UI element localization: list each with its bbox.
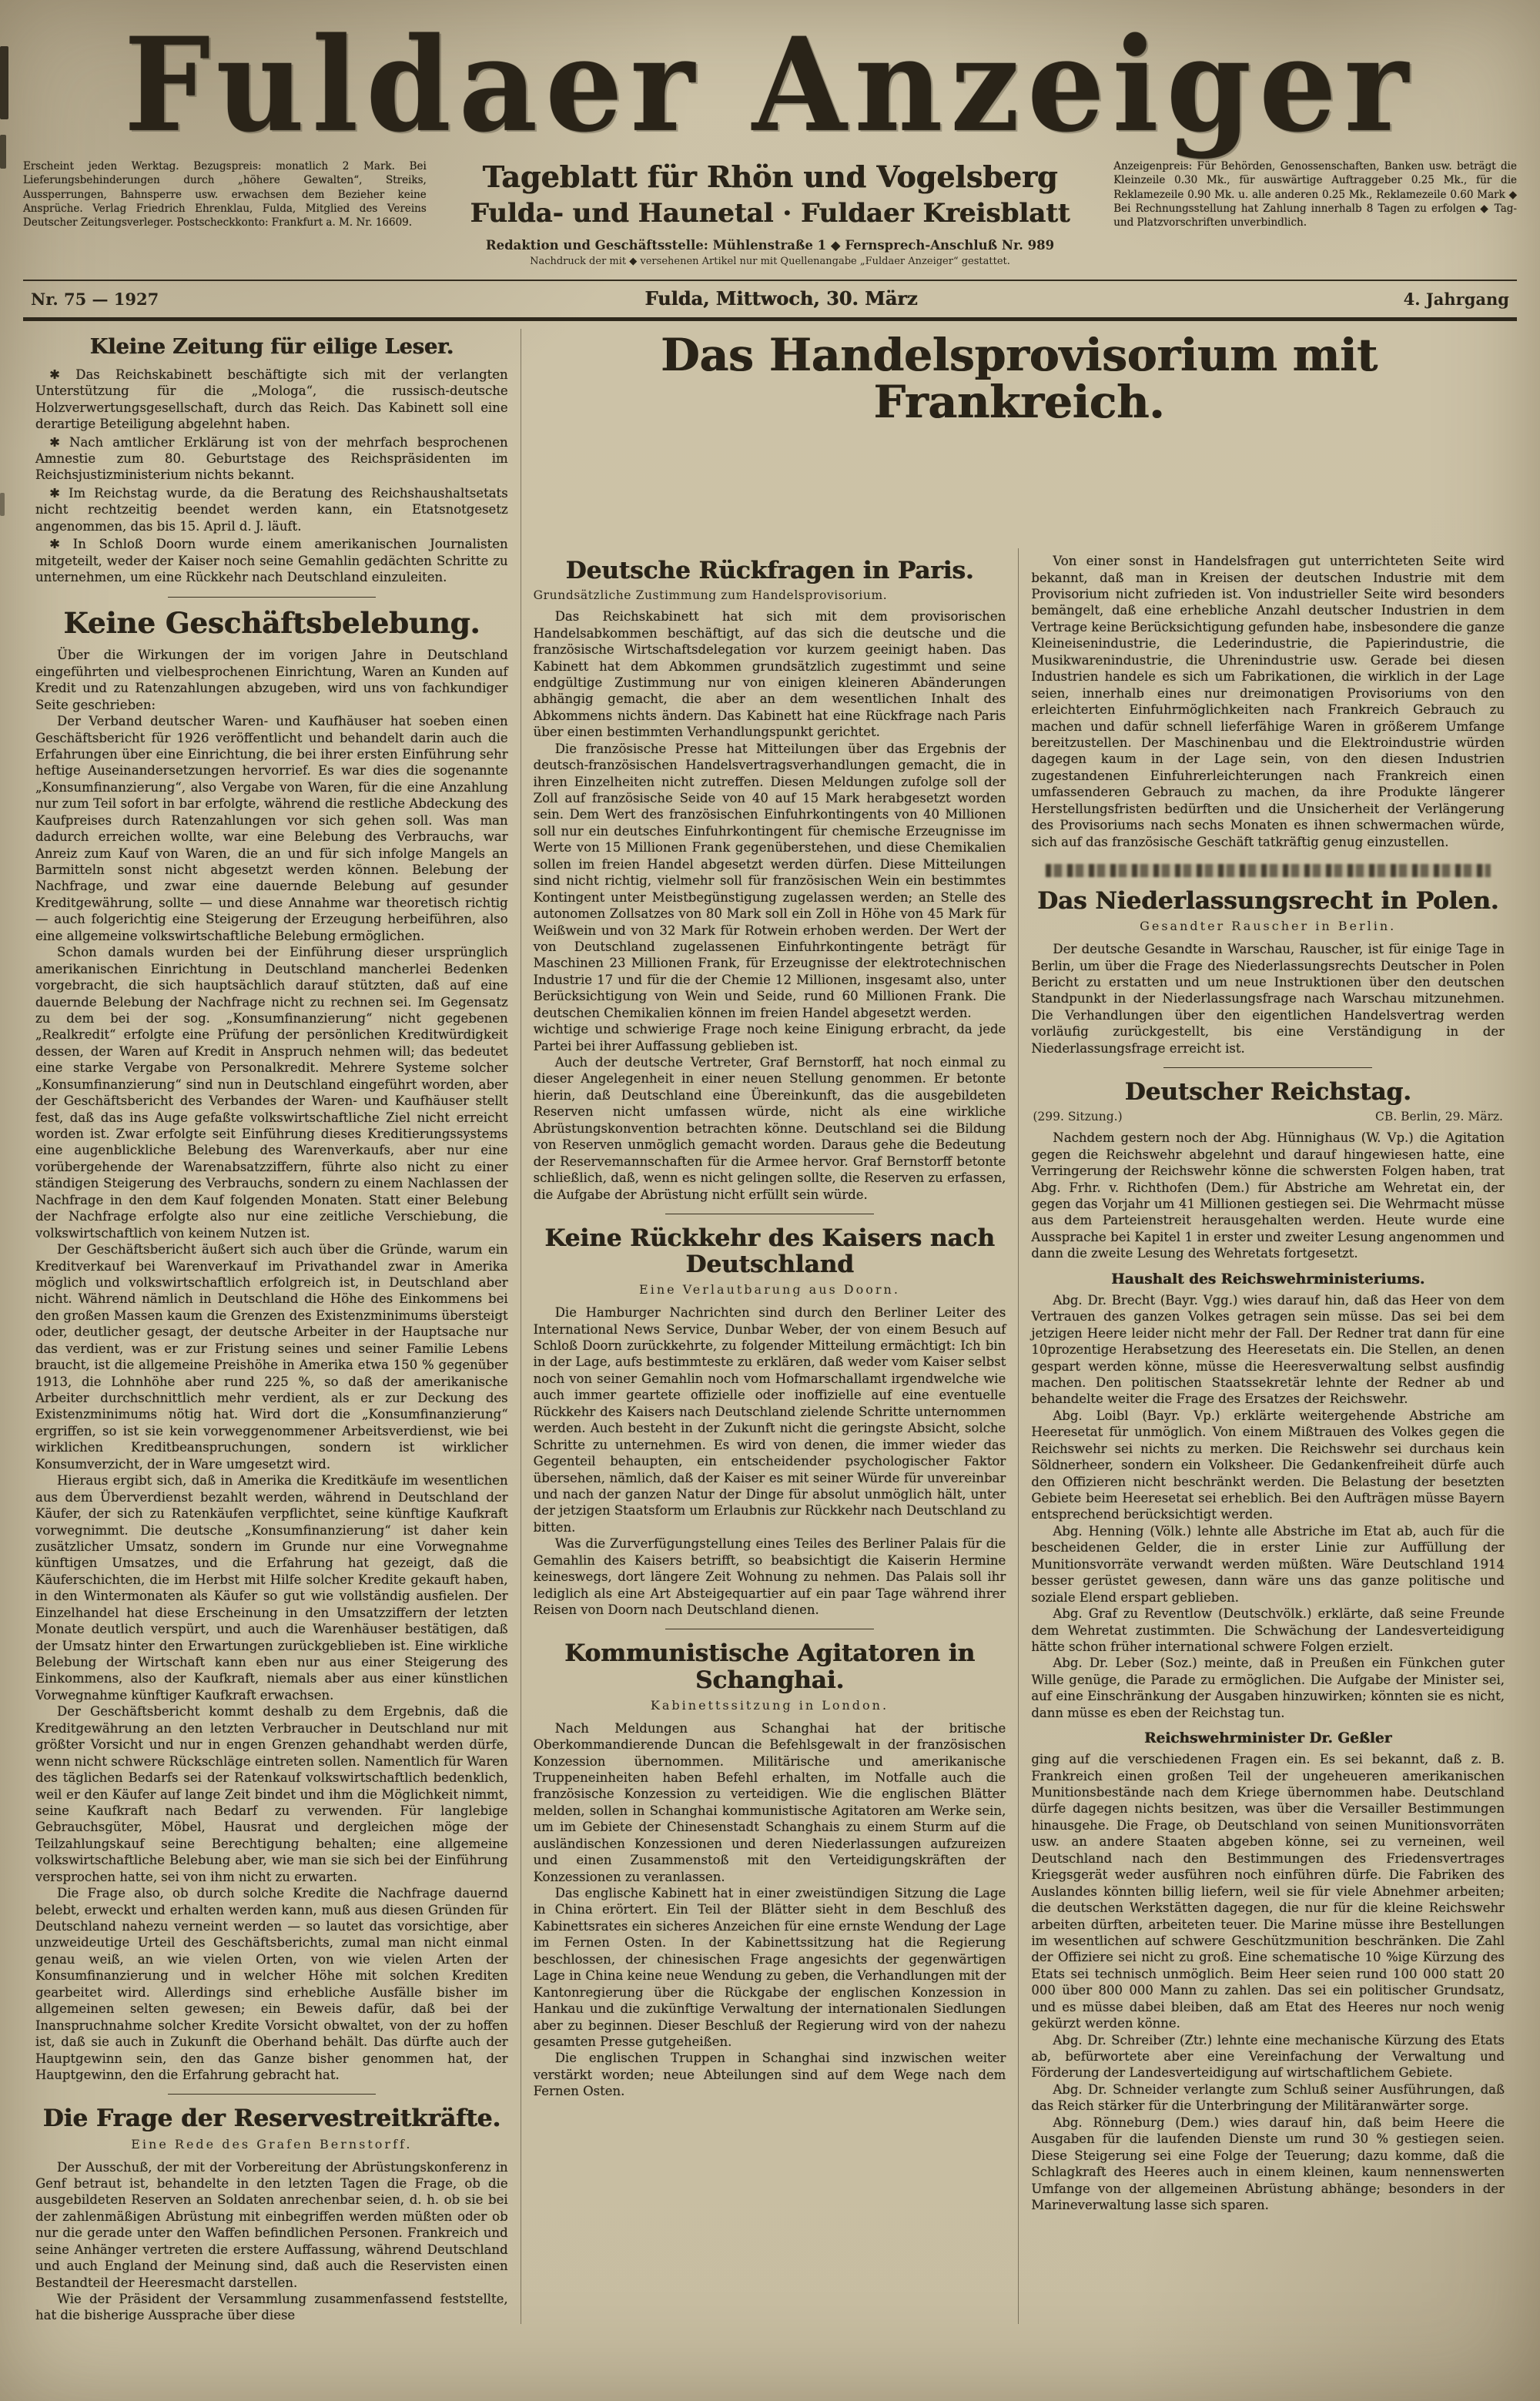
article-paragraph: Nach Meldungen aus Schanghai hat der britische Oberkommandierende Duncan die Befehlsgewalt in der französischen Konzession übernommen. Militärische und amerikanische Truppeneinheiten haben Befehl erhalten, im Notfalle auch die französische Konzession zu verteidigen. Wie die englischen Blätter melden, sollen in Schanghai kommunistische Agitatoren am Werke sein, um im Gebiete der Chinesenstadt Schanghais zu einem Sturm auf die ausländischen Konzessionen und deren Niederlassungen aufzureizen und einen Zusammenstoß mit den Verteidigungskräften der Konzessionen zu veranlassen. [533, 1720, 1006, 1884]
newspaper-title: Fuldaer Anzeiger [124, 10, 1416, 162]
article-paragraph: Wie der Präsident der Versammlung zusammenfassend feststellte, hat die bisherige Aussprache über diese [35, 2292, 508, 2323]
page-body [23, 329, 1517, 2324]
article-paragraph: Der deutsche Gesandte in Warschau, Rauscher, ist für einige Tage in Berlin, um über die Frage des Niederlassungsrechts Deutscher in Polen Bericht zu erstatten und um neue Instruktionen über den deutschen Standpunkt in der Niederlassungsfrage nach Warschau mitzunehmen. Die Verhandlungen über den eigentlichen Handelsvertrag werden vorläufig zurückgestellt, bis eine Verständigung in der Niederlassungsfrage erreicht ist. [1031, 942, 1505, 1056]
article-divider [168, 2094, 376, 2095]
scan-artifact [0, 493, 5, 516]
middle-column [521, 548, 1019, 2324]
article-paragraph: Abg. Dr. Schreiber (Ztr.) lehnte eine mechanische Kürzung des Etats ab, befürwortete aber eine Vereinfachung der Verwaltung und Förderung der Landesverteidigung auf wirtschaftlichem Gebiete. [1031, 2032, 1505, 2081]
article-headline: Keine Geschäftsbelebung. [63, 605, 480, 640]
article-subhead: Gesandter Rauscher in Berlin. [1140, 919, 1397, 934]
article-polen [1031, 888, 1505, 1057]
article-headline: Kommunistische Agitatoren in Schanghai. [564, 1639, 975, 1694]
reprint-note: Nachdruck der mit ◆ versehenen Artikel nur mit Quellenangabe „Fuldaer Anzeiger“ gestattet. [530, 255, 1010, 267]
article-paris [534, 558, 1006, 1021]
article-paragraph: Die Frage also, ob durch solche Kredite die Nachfrage dauernd belebt, erweckt und erhalten werden kann, muß aus diesen Gründen für Deutschland nahezu verneint werden — so lautet das vorsichtige, aber unzweideutige Urteil des Geschäftsberichts, zumal man nicht einmal genau weiß, an wie vielen Orten, von wie vielen Arten der Konsumfinanzierung und in welcher Höhe mit solchen Krediten gearbeitet wird. Allerdings sind erhebliche Ausfälle bisher im allgemeinen selten gewesen; ein Beweis dafür, daß bei der Inanspruchnahme solcher Kredite Vorsicht obwaltet, von der zu hoffen ist, daß sie auch in Zukunft die Oberhand behält. Das dürfte auch der Hauptgewinn sein, den das Ganze bisher genommen hat, der Hauptgewinn, den die Erfahrung gebracht hat. [35, 1886, 508, 2082]
article-headline: Das Niederlassungsrecht in Polen. [1036, 887, 1499, 915]
article-paragraph: Die Hamburger Nachrichten sind durch den Berliner Leiter des International News Service, Dunbar Weber, der von einem Besuch auf Schloß Doorn zurückkehrte, zu folgender Mitteilung ermächtigt: Ich bin in der Lage, aufs bestimmteste zu erklären, daß weder vom Kaiser selbst noch von seiner Gemahlin noch vom Hofmarschallamt irgendwelche wie auch immer geartete offizielle oder inoffizielle auf eine eventuelle Rückkehr des Kaisers nach Deutschland zielende Schritte unternommen werden. Auch besteht in der Zukunft nicht die geringste Absicht, solche Schritte zu unternehmen. Es wird von denen, die immer wieder das Gegenteil behaupten, ein entscheidender psychologischer Faktor übersehen, nämlich, daß der Kaiser es mit seiner Würde für unvereinbar und nach der ganzen Natur der Dinge für absolut unmöglich hält, unter der jetzigen Staatsform um Erlaubnis zur Rückkehr nach Deutschland zu bitten. [533, 1305, 1006, 1535]
article-paragraph: Abg. Loibl (Bayr. Vp.) erklärte weitergehende Abstriche am Heeresetat für unmöglich. Von einem Mißtrauen des Volkes gegen die Reichswehr sei nichts zu merken. Die Reichswehr sei durchaus kein Söldnerheer, sondern ein Volksheer. Die Gedankenfreiheit dürfe auch den Offizieren nicht beschränkt werden. Die Belastung der besetzten Gebiete beim Heeresetat sei erheblich. Bei den Aufträgen müsse Bayern entsprechend berücksichtigt werden. [1031, 1408, 1505, 1522]
article-kaiser [534, 1225, 1006, 1619]
illegible-text-smudge [1046, 864, 1491, 877]
ad-price-info: Anzeigenpreis: Für Behörden, Genossenschaften, Banken usw. beträgt die Kleinzeile 0.30 Mk., für auswärtige Auftraggeber 0.25 Mk., für die Reklamezeile 0.90 Mk. u. alle anderen 0.25 Mk., Reklamezeile 0.60 Mark ◆ Bei Rechnungsstellung hat Zahlung innerhalb 8 Tagen zu erfolgen ◆ Tag- und Platzvorschriften unverbindlich. [1113, 159, 1517, 229]
article-paragraph: Nachdem gestern noch der Abg. Hünnighaus (W. Vp.) die Agitation gegen die Reichswehr abgelehnt und darauf hingewiesen hatte, eine Verringerung der Reichswehr könne die schwersten Folgen haben, trat Abg. Frhr. v. Richthofen (Dem.) für Abstriche am Wehretat ein, der gegen das Vorjahr um 41 Millionen gestiegen sei. Die Wehrmacht müsse aus dem Parteienstreit herausgehalten werden. Heute wurde eine Aussprache bei Kapitel 1 in erster und zweiter Lesung angenommen und dann die zweite Lesung des Wehretats fortgesetzt. [1031, 1130, 1505, 1261]
address-line: Redaktion und Geschäftsstelle: Mühlenstraße 1 ◆ Fernsprech-Anschluß Nr. 989 [485, 237, 1055, 253]
article-subhead: Reichswehrminister Dr. Geßler [1143, 1730, 1392, 1747]
article-paragraph: ging auf die verschiedenen Fragen ein. Es sei bekannt, daß z. B. Frankreich einen großen Teil der ungeheueren amerikanischen Munitionsbestände nach dem Kriege übernommen habe. Deutschland dürfe dagegen nichts besitzen, was über die Versailler Bestimmungen hinausgehe. Die Frage, ob Deutschland von seinen Munitionsvorräten usw. an andere Staaten abgeben könne, sei zu verneinen, weil Deutschland nach den Bestimmungen des Friedensvertrages Kriegsgerät weder ausführen noch einführen dürfe. Die Fabriken des Auslandes könnten billig liefern, weil sie für viele Abnehmer arbeiten; die deutschen Werkstätten dagegen, die nur für die kleine Reichswehr arbeiten dürften, arbeiteten teuer. Die Marine müsse ihre Bestellungen im wesentlichen auf schwere Geschützmunition beschränken. Die Zahl der Offiziere sei nicht zu groß. Eine schematische 10 %ige Kürzung des Etats sei technisch unmöglich. Beim Heer seien rund 100 000 statt 20 000 über 800 000 Mann zu zahlen. Das sei ein politischer Grundsatz, und es müsse dabei bleiben, daß am Etat des Heeres nur noch wenig gekürzt werden könne. [1031, 1752, 1505, 2031]
divider [23, 317, 1517, 321]
article-paragraph: Abg. Dr. Brecht (Bayr. Vgg.) wies darauf hin, daß das Heer von dem Vertrauen des ganzen Volkes getragen sein müsse. Das sei bei dem jetzigen Heere leider nicht mehr der Fall. Der Redner trat dann für eine 10prozentige Herabsetzung des Heeresetats ein. Die Stellen, an denen gespart werden könne, müsse die Heeresverwaltung selbst ausfindig machen. Den politischen Staatssekretär lehnte der Redner ab und behandelte weiter die Frage des Ersatzes der Reichswehr. [1031, 1292, 1505, 1407]
subtitle-line-1: Tageblatt für Rhön und Vogelsberg [482, 159, 1058, 194]
article-paragraph: Die englischen Truppen in Schanghai sind inzwischen weiter verstärkt worden; neue Abteilungen sind auf dem Wege nach dem Fernen Osten. [533, 2051, 1006, 2099]
article-headline: Die Frage der Reservestreitkräfte. [42, 2105, 501, 2133]
article-reichstag [1031, 1079, 1505, 2213]
article-subhead: Eine Verlautbarung aus Doorn. [639, 1282, 900, 1298]
brief-item: ✱ Nach amtlicher Erklärung ist von der mehrfach besprochenen Amnestie zum 80. Geburtstage des Reichspräsidenten im Reichsjustizministerium nichts bekannt. [35, 434, 508, 483]
article-paragraph: Der Verband deutscher Waren- und Kaufhäuser hat soeben einen Geschäftsbericht für 1926 veröffentlicht und behandelt darin auch die Erfahrungen über eine Einrichtung, die bei ihrer ersten Einführung sehr heftige Auseinandersetzungen hervorrief. Es war dies die sogenannte „Konsumfinanzierung“, also Vergabe von Waren, für die eine Anzahlung nur zum Teil sofort in bar erfolgte, während die restliche Abdeckung des Kaufpreises durch Ratenzahlungen vor sich gehen soll. Was man dadurch erreichen wollte, war eine Belebung des Verbrauchs, war Anreiz zum Kauf von Waren, die an und für sich infolge Mangels an Barmitteln sonst nicht abgesetzt werden können. Belebung der Nachfrage, und zwar eine dauernde Belebung auf gesunder Kreditgewährung, sollte — und diese Annahme war theoretisch richtig — auch folgerichtig eine Steigerung der Erzeugung herbeiführen, also eine allgemeine volkswirtschaftliche Belebung ermöglichen. [35, 714, 508, 943]
session-number: (299. Sitzung.) [1033, 1110, 1123, 1124]
subtitle-line-2: Fulda- und Haunetal · Fuldaer Kreisblatt [470, 197, 1070, 229]
brief-item: ✱ Das Reichskabinett beschäftigte sich mit der verlangten Unterstützung für die „Mologa“, die russisch-deutsche Holzverwertungsgesellschaft, durch das Reich. Das Kabinett soll eine derartige Beteiligung abgelehnt haben. [35, 367, 508, 432]
article-subhead: Haushalt des Reichswehrministeriums. [1111, 1271, 1425, 1288]
article-paragraph: Der Ausschuß, der mit der Vorbereitung der Abrüstungskonferenz in Genf betraut ist, behandelte in den letzten Tagen die Frage, ob die ausgebildeten Reserven an Soldaten anrechenbar seien, d. h. ob sie bei der zahlenmäßigen Abrüstung mit einbegriffen werden müßten oder ob nur die gerade unter den Waffen befindlichen Personen. Frankreich und seine Anhänger vertreten die erstere Auffassung, während Deutschland und auch England der Meinung sind, daß auch die Reservisten einen Bestandteil der Heeresmacht darstellen. [35, 2159, 508, 2290]
article-subhead: Eine Rede des Grafen Bernstorff. [131, 2136, 413, 2152]
left-column [23, 329, 521, 2324]
article-headline: Deutsche Rückfragen in Paris. [565, 557, 974, 585]
article-schanghai [534, 1640, 1006, 2099]
publication-date: Fulda, Mittwoch, 30. März [644, 286, 918, 310]
article-paragraph: wichtige und schwierige Frage noch keine Einigung erbracht, da jede Partei bei ihrer Auffassung geblieben ist. [533, 1022, 1006, 1053]
article-paragraph: Die französische Presse hat Mitteilungen über das Ergebnis der deutsch-französischen Handelsvertragsverhandlungen gemacht, die in ihren Einzelheiten nicht zutreffen. Diesen Meldungen zufolge soll der Zoll auf französische Seide von 40 auf 15 Mark herabgesetzt worden sein. Dem Wert des französischen Einfuhrkontingents von 40 Millionen soll nur ein deutsches Einfuhrkontingent für chemische Erzeugnisse im Werte von 15 Millionen Frank gegenüberstehen, und diese Chemikalien sollen im freien Handel abgesetzt werden dürfen. Diese Mitteilungen sind nicht richtig, vielmehr soll für französischen Wein ein bestimmtes Kontingent unter Meistbegünstigung zugelassen werden; an Stelle des autonomen Zollsatzes von 80 Mark soll ein Zoll in Höhe von 45 Mark für Weißwein und von 32 Mark für Rotwein erhoben werden. Der Wert der von Deutschland zugelassenen Einfuhrkontingente beträgt für Maschinen 23 Millionen Frank, für Erzeugnisse der elektrotechnischen Industrie 17 und für die der Chemie 12 Millionen, insgesamt also, unter Berücksichtigung von Wein und Seide, rund 60 Millionen Frank. Die deutschen Chemikalien können im freien Handel abgesetzt werden. [533, 741, 1006, 1020]
article-paragraph: Abg. Rönneburg (Dem.) wies darauf hin, daß beim Heere die Ausgaben für die laufenden Dienste um rund 30 % gestiegen seien. Diese Steigerung sei eine Folge der Teuerung; dazu komme, daß die Schlagkraft des Heeres auch in einem kleinen, kaum nennenswerten Umfange von der allgemeinen Abrüstung abhänge; besonders in der Marineverwaltung lasse sich sparen. [1031, 2115, 1505, 2212]
article-paragraph: Abg. Graf zu Reventlow (Deutschvölk.) erklärte, daß seine Freunde dem Wehretat zustimmten. Die Schwächung der Landesverteidigung hätte schon früher international schwere Folgen erzielt. [1031, 1606, 1505, 1654]
article-paragraph: Über die Wirkungen der im vorigen Jahre in Deutschland eingeführten und vielbesprochenen Einrichtung, Waren an Kunden auf Kredit und zu Ratenzahlungen abzugeben, wird uns von fachkundiger Seite geschrieben: [35, 648, 508, 712]
article-industry-reaction [1031, 553, 1505, 850]
article-paragraph: Von einer sonst in Handelsfragen gut unterrichteten Seite wird bekannt, daß man in Kreisen der deutschen Industrie mit dem Provisorium nicht zufrieden ist. Von industrieller Seite wird besonders bemängelt, daß eine erhebliche Anzahl deutscher Industrien in dem Vertrage keine Berücksichtigung gefunden habe, insbesondere die ganze Kleineisenindustrie, die Lederindustrie, die Papierindustrie, die Musikwarenindustrie, die Uhrenindustrie usw. Gerade bei diesen Industrien handele es sich um Fabrikationen, die wirklich in der Lage seien, innerhalb eines nur dreimonatigen Provisoriums von den erleichterten Einfuhrmöglichkeiten nach Frankreich Gebrauch zu machen und dafür schnell lieferfähige Waren in größerem Umfange bereitzustellen. Der Maschinenbau und die Elektroindustrie würden dagegen kaum in der Lage sein, von den diesen Industrien zugestandenen Einfuhrerleichterungen nach Frankreich einen umfassenderen Gebrauch zu machen, da ihre Produkte längerer Herstellungsfristen bedürften und die Unsicherheit der Verlängerung des Provisoriums nach sechs Monaten es ihnen schwermachen würde, sich auf das französische Geschäft tatkräftig genug einzustellen. [1031, 554, 1505, 849]
article-business [35, 605, 508, 2084]
masthead [23, 10, 1517, 321]
article-paragraph: Schon damals wurden bei der Einführung dieser ursprünglich amerikanischen Einrichtung in Deutschland mancherlei Bedenken vorgebracht, die sich hauptsächlich darauf stützten, daß auf eine dauernde Belebung der Nachfrage nicht zu rechnen sei. Im Gegensatz zu dem bei der sog. „Konsumfinanzierung“ nicht gegebenen „Realkredit“ erfolgte eine Prüfung der persönlichen Kreditwürdigkeit dessen, der Waren auf Kredit in Anspruch nehmen will; das bedeutet eine starke Vergabe von Personalkredit. Mehrere Systeme solcher „Konsumfinanzierung“ sind nun in Deutschland eingeführt worden, aber der Geschäftsbericht des Verbandes der Waren- und Kaufhäuser stellt fest, daß das ins Auge gefaßte volkswirtschaftliche Ziel nicht erreicht worden ist. Zwar erfolgte seit Einführung dieses Kreditierungssystems eine augenblickliche Belebung des Warenverkaufs, aber nur eine vorübergehende der Warenabsatzziffern, führte also nicht zu einer ständigen Steigerung des Verbrauchs, sondern zu einem Nachlassen der Nachfrage in den dem Kauf folgenden Monaten. Statt einer Belebung der Nachfrage erfolgte also nur eine zeitliche Verschiebung, die volkswirtschaftlich von keinem Nutzen ist. [35, 945, 508, 1241]
right-column [1019, 548, 1517, 2324]
issue-number: Nr. 75 — 1927 [31, 289, 159, 309]
article-paragraph: Das englische Kabinett hat in einer zweistündigen Sitzung die Lage in China erörtert. Ein Teil der Blätter sieht in dem Beschluß des Kabinettsrates ein sicheres Anzeichen für eine ernste Wendung der Lage im Fernen Osten. In der Kabinettssitzung hat die Regierung beschlossen, der chinesischen Frage angesichts der gegenwärtigen Lage in China keine neue Wendung zu geben, die Verhandlungen mit der Kantonregierung über die Rückgabe der englischen Konzession in Hankau und die zukünftige Verwaltung der internationalen Siedlungen aber zu beginnen. Dieser Beschluß der Regierung wird von der nahezu gesamten Presse gutgeheißen. [533, 1886, 1006, 2049]
subscription-info: Erscheint jeden Werktag. Bezugspreis: monatlich 2 Mark. Bei Lieferungsbehinderungen durch „höhere Gewalten“, Streiks, Aussperrungen, Bahnsperre usw. erwachsen dem Bezieher keine Ansprüche. Verlag Friedrich Ehrenklau, Fulda, Mitglied des Vereins Deutscher Zeitungsverleger. Postscheckkonto: Frankfurt a. M. Nr. 16609. [23, 159, 427, 229]
scan-artifact [0, 46, 8, 119]
article-headline: Kleine Zeitung für eilige Leser. [89, 334, 454, 359]
article-paragraph: Der Geschäftsbericht äußert sich auch über die Gründe, warum ein Kreditverkauf bei Warenverkauf im Privathandel zwar in Amerika möglich und volkswirtschaftlich erfolgreich ist, in Deutschland aber nicht. Während nämlich in Deutschland die Höhe des Einkommens bei den großen Massen kaum die Grenzen des Existenzminimums übersteigt oder, deutlicher gesagt, der deutsche Arbeiter in der Hauptsache nur das verdient, was er zur Fristung seines und seiner Familie Lebens braucht, ist die allgemeine Preishöhe in Amerika etwa 150 % gegenüber 1913, die Lohnhöhe aber rund 225 %, so daß der amerikanische Arbeiter durchschnittlich mehr verdient, als er zur Deckung des Existenzminimums nötig hat. Wird dort die „Konsumfinanzierung“ ergriffen, so ist sie kein vorweggenommener Arbeitsverdienst, wie bei wirklichen Kreditbeanspruchungen, sondern ist wirklicher Konsumverzicht, der in Ware umgesetzt wird. [35, 1242, 508, 1472]
article-reserves [35, 2105, 508, 2323]
article-brief-news [35, 335, 508, 586]
article-headline: Deutscher Reichstag. [1124, 1078, 1411, 1107]
masthead-center [447, 159, 1093, 267]
article-paragraph: Der Geschäftsbericht kommt deshalb zu dem Ergebnis, daß die Kreditgewährung an den letzten Verbraucher in Deutschland nur mit größter Vorsicht und nur in engen Grenzen gehandhabt werden dürfe, wenn nicht schwere Rückschläge eintreten sollen. Namentlich für Waren des täglichen Bedarfs sei der Ratenkauf volkswirtschaftlich bedenklich, weil er den Käufer auf lange Zeit bindet und ihm die Möglichkeit nimmt, seine Kaufkraft nach Bedarf zu verwenden. Für langlebige Gebrauchsgüter, Möbel, Hausrat und dergleichen möge der Teilzahlungskauf seine Berechtigung behalten; eine allgemeine volkswirtschaftliche Belebung aber, wie man sie sich bei der Einführung versprochen hatte, sei von ihm nicht zu erwarten. [35, 1704, 508, 1884]
main-headline: Das Handelsprovisorium mit Frankreich. [660, 328, 1378, 428]
article-continuation [534, 1021, 1006, 1203]
article-subhead: Kabinettssitzung in London. [650, 1697, 889, 1713]
article-paragraph: Abg. Dr. Schneider verlangte zum Schluß seiner Ausführungen, daß das Reich stärker für die Unterbringung der Militäranwärter sorge. [1031, 2081, 1505, 2114]
dateline [23, 281, 1517, 317]
article-paragraph: Auch der deutsche Vertreter, Graf Bernstorff, hat noch einmal zu dieser Angelegenheit in einer neuen Stellung genommen. Er betonte hierin, daß Deutschland eine Übereinkunft, das die ausgebildeten Reserven nicht umfassen würde, nicht als eine wirkliche Abrüstungskonvention betrachten könne. Deutschland sei die Bildung von Reserven unmöglich gemacht worden. Daraus gehe die Bedeutung der Reservemannschaften für die Armee hervor. Graf Bernstorff betonte schließlich, daß, wenn es nicht gelingen sollte, die Reserven zu erfassen, die Aufgabe der Abrüstung nicht erfüllt sein würde. [533, 1055, 1006, 1202]
brief-item: ✱ Im Reichstag wurde, da die Beratung des Reichshaushaltsetats nicht rechtzeitig beendet werden kann, ein Etatsnotgesetz angenommen, das bis 15. April d. J. läuft. [35, 485, 508, 534]
article-kicker: Grundsätzliche Zustimmung zum Handelsprovisorium. [533, 588, 888, 603]
article-paragraph: Was die Zurverfügungstellung eines Teiles des Berliner Palais für die Gemahlin des Kaisers betrifft, so beabsichtigt die Kaiserin Hermine keineswegs, dort längere Zeit Wohnung zu nehmen. Das Palais soll ihr lediglich als eine Art Absteigequartier auf ein paar Tage während ihrer Reisen von Doorn nach Deutschland dienen. [533, 1536, 1006, 1618]
masthead-info-row [23, 159, 1517, 267]
article-paragraph: Hieraus ergibt sich, daß in Amerika die Kreditkäufe im wesentlichen aus dem Überverdienst bezahlt werden, während in Deutschland der Käufer, der sich zu Ratenkäufen verpflichtet, seine künftige Kaufkraft vorwegnimmt. Die deutsche „Konsumfinanzierung“ ist daher kein zusätzlicher Umsatz, sondern im Grunde nur eine Vorwegnahme künftigen Umsatzes, und die Erfahrung hat gezeigt, daß die Käuferschichten, die im Herbst mit Hilfe solcher Kredite gekauft haben, in den Wintermonaten als Käufer so gut wie vollständig ausfielen. Der Einzelhandel hat diese Erscheinung in den Umsatzziffern der letzten Monate deutlich verspürt, und auch die Warenhäuser bestätigen, daß der Umsatz hinter den Erwartungen zurückgeblieben ist. Eine wirkliche Belebung der Wirtschaft kann eben nur aus einer Steigerung des Einkommens, also der Kaufkraft, niemals aber aus einer künstlichen Vorwegnahme künftiger Kaufkraft erwachsen. [35, 1473, 508, 1703]
brief-item: ✱ In Schloß Doorn wurde einem amerikanischen Journalisten mitgeteilt, weder der Kaiser noch seine Gemahlin gedächten Schritte zu unternehmen, um eine Rückkehr nach Deutschland einzuleiten. [35, 537, 508, 585]
article-divider [168, 597, 376, 598]
session-line [1033, 1110, 1503, 1123]
article-divider [1163, 1067, 1371, 1068]
volume-number: 4. Jahrgang [1403, 289, 1509, 309]
article-paragraph: Das Reichskabinett hat sich mit dem provisorischen Handelsabkommen beschäftigt, auf das sich die deutsche und die französische Wirtschaftsdelegation vor kurzem geeinigt haben. Das Kabinett hat dem Abkommen grundsätzlich zugestimmt und seine endgültige Zustimmung nur von einigen kleineren Abänderungen abhängig gemacht, die aber an dem wesentlichen Inhalt des Abkommens nichts ändern. Das Kabinett hat eine Rückfrage nach Paris über einen bestimmten Verhandlungspunkt gerichtet. [533, 609, 1006, 740]
city-date: CB. Berlin, 29. März. [1374, 1110, 1503, 1124]
scan-artifact [0, 135, 6, 169]
article-paragraph: Abg. Dr. Leber (Soz.) meinte, daß in Preußen ein Fünkchen guter Wille genüge, die Parade zu ermöglichen. Die Aufgabe der Minister sei, auf eine Einschränkung der Ausgaben hinzuwirken; könnten sie es nicht, dann müsse es eben der Reichstag tun. [1031, 1656, 1505, 1720]
article-headline: Keine Rückkehr des Kaisers nach Deutschland [544, 1224, 995, 1279]
article-paragraph: Abg. Henning (Völk.) lehnte alle Abstriche im Etat ab, auch für die bescheidenen Gelder, die in erster Linie zur Auffüllung der Munitionsvorräte verwandt werden müßten. Wäre Deutschland 1914 besser gerüstet gewesen, dann wäre uns das ganze politische und soziale Elend erspart geblieben. [1031, 1523, 1505, 1605]
